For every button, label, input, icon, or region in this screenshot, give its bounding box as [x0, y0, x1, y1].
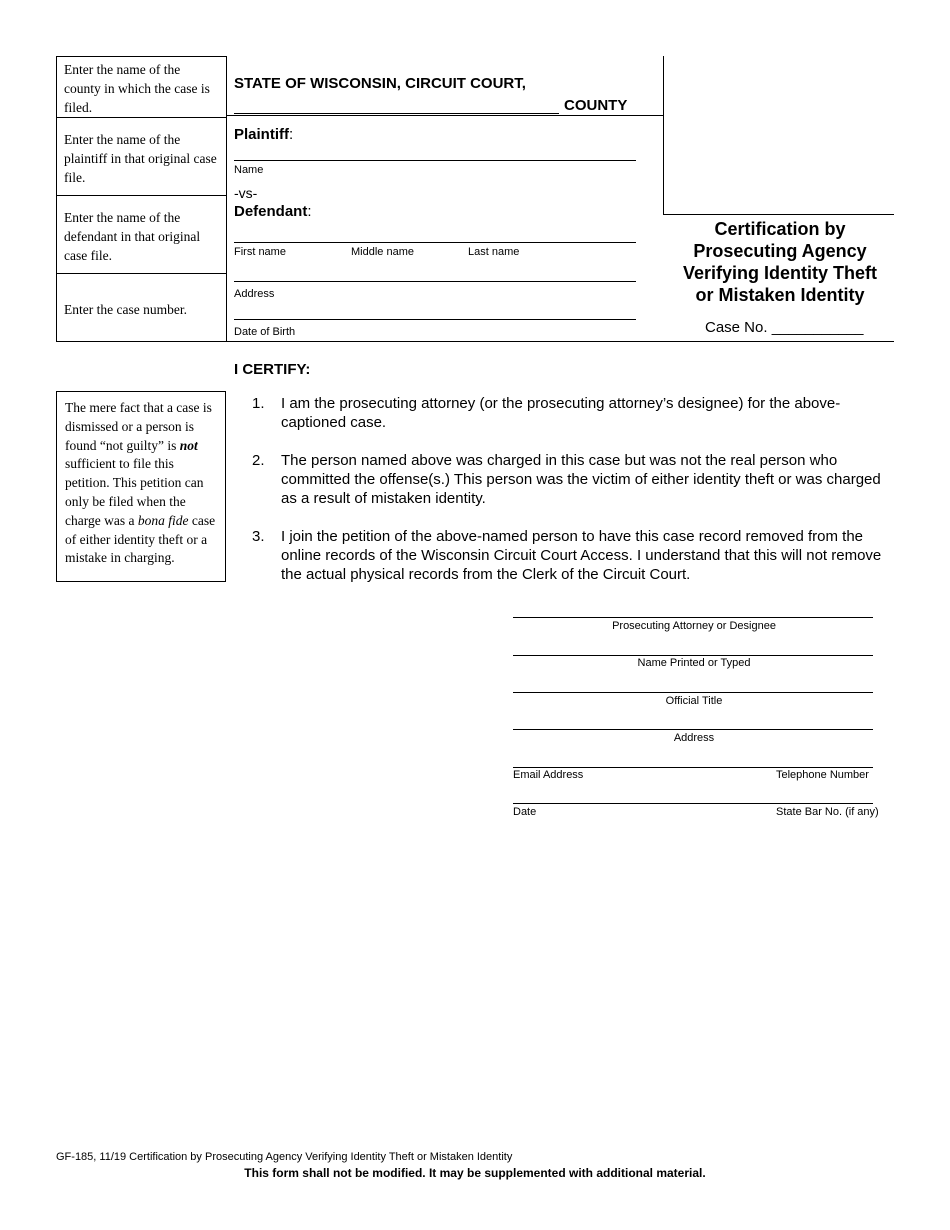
sig-address-caption: Address: [673, 732, 715, 744]
caption-bottom-rule: [56, 341, 894, 342]
certify-heading: I CERTIFY:: [234, 361, 311, 378]
instruction-defendant: Enter the name of the defendant in that original case file.: [64, 210, 201, 263]
email-caption: Email Address: [513, 769, 584, 781]
court-row-rule: [226, 115, 663, 116]
dob-caption: Date of Birth: [234, 326, 296, 338]
instr-divider-1: [56, 117, 226, 118]
caption-top-rule: [56, 56, 226, 57]
sig-address-line[interactable]: [513, 729, 873, 730]
signature-line[interactable]: [513, 617, 873, 618]
certify-item-text: I am the prosecuting attorney (or the prosecuting attorney’s designee) for the above-captioned case.: [281, 395, 841, 431]
form-title: [665, 218, 895, 306]
certify-item-number: 3.: [252, 528, 265, 545]
plaintiff-name-line[interactable]: [234, 160, 636, 161]
note-text-1: The mere fact that a case is dismissed or a person is found “not guilty” is: [65, 400, 212, 453]
prosecuting-attorney-caption: Prosecuting Attorney or Designee: [612, 620, 776, 632]
official-title-line[interactable]: [513, 692, 873, 693]
defendant-name-line[interactable]: [234, 242, 636, 243]
certify-item-text: I join the petition of the above-named person to have this case record removed from the online records of the Wisconsin Circuit Court Access. I understand that this will not remove the actual physical records from the Clerk of the Circuit Court.: [281, 528, 882, 583]
instruction-case-number: Enter the case number.: [64, 302, 187, 317]
certify-item-text: The person named above was charged in this case but was not the real person who committed the offense(s.) This person was the victim of either identity theft or was charged as a result of mistaken identity.: [281, 452, 881, 507]
note-box: [56, 391, 226, 582]
versus-label: -vs-: [234, 185, 258, 201]
instr-divider-2: [56, 195, 226, 196]
county-label: COUNTY: [564, 97, 628, 114]
official-title-caption: Official Title: [665, 695, 723, 707]
footer-notice: This form shall not be modified. It may be supplemented with additional material.: [244, 1166, 706, 1180]
dob-line[interactable]: [234, 319, 636, 320]
email-phone-line[interactable]: [513, 767, 873, 768]
instr-right-rule: [226, 56, 227, 342]
court-heading: STATE OF WISCONSIN, CIRCUIT COURT,: [234, 75, 526, 92]
defendant-label: [234, 203, 312, 220]
date-bar-line[interactable]: [513, 803, 873, 804]
case-number-field[interactable]: Case No. ___________: [705, 319, 864, 336]
certify-item-number: 1.: [252, 395, 265, 412]
note-emphasis-not: not: [179, 437, 198, 453]
middle-name-caption: Middle name: [351, 246, 414, 258]
address-line[interactable]: [234, 281, 636, 282]
note-text-3: case of either identity theft or a mistake in charging.: [65, 512, 216, 566]
last-name-caption: Last name: [468, 246, 520, 258]
state-bar-caption: State Bar No. (if any): [776, 806, 879, 818]
note-emphasis-bona-fide: bona fide: [137, 512, 189, 528]
title-line-3: Verifying Identity Theft: [682, 263, 878, 283]
footer-form-id: GF-185, 11/19 Certification by Prosecuting Agency Verifying Identity Theft or Mistaken Identity: [56, 1151, 513, 1163]
title-top-rule: [663, 214, 894, 215]
defendant-label-colon: :: [307, 203, 312, 220]
plaintiff-name-caption: Name: [234, 164, 264, 176]
name-printed-caption: Name Printed or Typed: [637, 657, 751, 669]
title-line-1: Certification by: [714, 219, 846, 239]
plaintiff-label-colon: :: [289, 126, 294, 143]
plaintiff-label-text: Plaintiff: [234, 126, 289, 143]
plaintiff-label: [234, 126, 293, 143]
county-blank-line[interactable]: [234, 113, 559, 114]
title-line-4: or Mistaken Identity: [695, 285, 865, 305]
telephone-caption: Telephone Number: [776, 769, 869, 781]
name-printed-line[interactable]: [513, 655, 873, 656]
title-line-2: Prosecuting Agency: [693, 241, 867, 261]
defendant-label-text: Defendant: [234, 203, 308, 220]
instr-divider-3: [56, 273, 226, 274]
certify-item-number: 2.: [252, 452, 265, 469]
note-text-2: sufficient to file this petition. This petition can only be filed when the charge was a: [65, 456, 204, 528]
date-caption: Date: [513, 806, 537, 818]
instruction-plaintiff: Enter the name of the plaintiff in that original case file.: [64, 132, 217, 185]
title-left-rule: [663, 56, 664, 214]
first-name-caption: First name: [234, 246, 286, 258]
address-caption: Address: [234, 288, 275, 300]
instruction-county: Enter the name of the county in which the case is filed.: [64, 62, 210, 115]
